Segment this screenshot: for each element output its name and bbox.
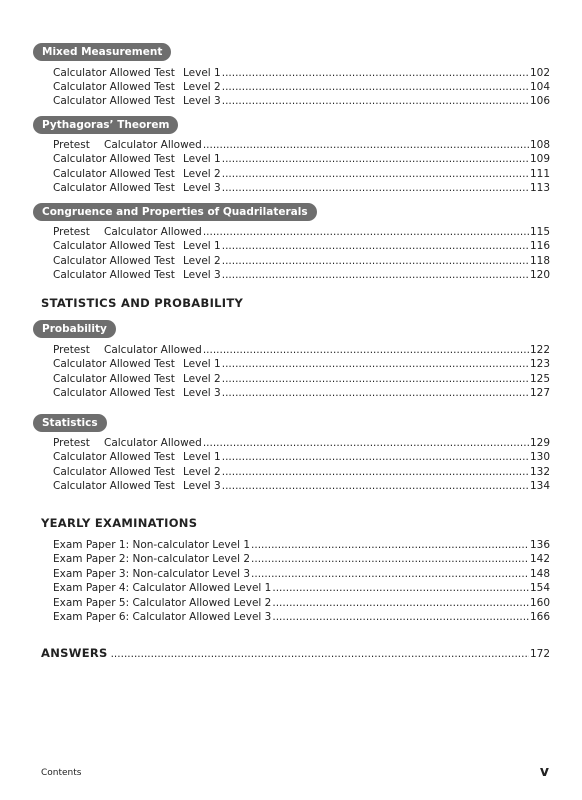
toc-row[interactable] — [53, 182, 550, 196]
toc-row-page: 120 — [529, 269, 550, 281]
dot-leader — [222, 387, 529, 399]
toc-row[interactable] — [53, 466, 550, 480]
exam-row-page: 166 — [529, 611, 550, 623]
toc-row-page: 123 — [529, 358, 550, 370]
dot-leader — [222, 373, 529, 385]
toc-row[interactable] — [53, 451, 550, 465]
toc-row-label: Calculator Allowed Test — [53, 67, 175, 79]
section-pill-pythagoras: Pythagoras’ Theorem — [33, 116, 178, 134]
dot-leader — [222, 182, 529, 194]
dot-leader — [222, 255, 529, 267]
exam-row-label: Exam Paper 2: Non-calculator Level 2 — [53, 553, 251, 565]
answers-row[interactable] — [41, 646, 550, 660]
toc-row-label: Calculator Allowed Test — [53, 182, 175, 194]
exam-row-label: Exam Paper 1: Non-calculator Level 1 — [53, 539, 251, 551]
toc-row-page: 130 — [529, 451, 550, 463]
dot-leader — [203, 437, 529, 449]
toc-row-label: Calculator Allowed Test — [53, 95, 175, 107]
exam-row[interactable] — [53, 568, 550, 582]
toc-row[interactable] — [53, 153, 550, 167]
exam-row[interactable] — [53, 597, 550, 611]
dot-leader — [203, 139, 529, 151]
exam-row-page: 142 — [529, 553, 550, 565]
toc-row-sublabel: Level 2 — [183, 81, 221, 93]
toc-row-page: 132 — [529, 466, 550, 478]
toc-row[interactable] — [53, 344, 550, 358]
toc-row-sublabel: Calculator Allowed — [104, 344, 202, 356]
toc-row[interactable] — [53, 480, 550, 494]
toc-row-page: 118 — [529, 255, 550, 267]
toc-row-sublabel: Level 1 — [183, 240, 221, 252]
exam-row[interactable] — [53, 582, 550, 596]
toc-row-label: Calculator Allowed Test — [53, 466, 175, 478]
toc-row-label: Calculator Allowed Test — [53, 255, 175, 267]
footer-section-label: Contents — [41, 768, 82, 778]
exam-row-page: 160 — [529, 597, 550, 609]
toc-row-page: 109 — [529, 153, 550, 165]
dot-leader — [251, 553, 529, 565]
section-pill-congruence: Congruence and Properties of Quadrilaterals — [33, 203, 317, 221]
toc-row[interactable] — [53, 358, 550, 372]
toc-row-sublabel: Level 3 — [183, 387, 221, 399]
toc-row-sublabel: Level 1 — [183, 153, 221, 165]
toc-row[interactable] — [53, 81, 550, 95]
dot-leader — [272, 582, 529, 594]
exam-row[interactable] — [53, 553, 550, 567]
dot-leader — [251, 568, 529, 580]
toc-row-label: Calculator Allowed Test — [53, 168, 175, 180]
toc-row[interactable] — [53, 168, 550, 182]
toc-row-sublabel: Calculator Allowed — [104, 139, 202, 151]
toc-row[interactable] — [53, 437, 550, 451]
toc-row-sublabel: Level 1 — [183, 451, 221, 463]
exam-row-label: Exam Paper 6: Calculator Allowed Level 3 — [53, 611, 272, 623]
toc-row-page: 125 — [529, 373, 550, 385]
toc-row[interactable] — [53, 387, 550, 401]
toc-row-label: Calculator Allowed Test — [53, 269, 175, 281]
toc-row-page: 134 — [529, 480, 550, 492]
exam-row-page: 136 — [529, 539, 550, 551]
toc-row[interactable] — [53, 95, 550, 109]
exam-row[interactable] — [53, 539, 550, 553]
toc-row-sublabel: Level 3 — [183, 269, 221, 281]
exam-row[interactable] — [53, 611, 550, 625]
exam-row-page: 154 — [529, 582, 550, 594]
dot-leader — [222, 240, 529, 252]
dot-leader — [203, 226, 529, 238]
toc-row-label: Calculator Allowed Test — [53, 480, 175, 492]
answers-page: 172 — [529, 648, 550, 660]
toc-row-page: 108 — [529, 139, 550, 151]
toc-row-label: Pretest — [53, 226, 90, 238]
heading-yearly-examinations: YEARLY EXAMINATIONS — [41, 516, 198, 530]
dot-leader — [111, 648, 529, 660]
toc-row-page: 106 — [529, 95, 550, 107]
toc-row-label: Calculator Allowed Test — [53, 240, 175, 252]
dot-leader — [203, 344, 529, 356]
toc-row-page: 116 — [529, 240, 550, 252]
toc-row[interactable] — [53, 226, 550, 240]
dot-leader — [222, 269, 529, 281]
toc-row-sublabel: Level 1 — [183, 67, 221, 79]
dot-leader — [222, 67, 529, 79]
toc-row-page: 115 — [529, 226, 550, 238]
dot-leader — [222, 480, 529, 492]
toc-row-sublabel: Level 3 — [183, 95, 221, 107]
section-pill-statistics: Statistics — [33, 414, 107, 432]
exam-row-page: 148 — [529, 568, 550, 580]
toc-row-label: Calculator Allowed Test — [53, 373, 175, 385]
dot-leader — [222, 451, 529, 463]
toc-row-page: 104 — [529, 81, 550, 93]
page-number: v — [539, 764, 549, 780]
toc-row-label: Calculator Allowed Test — [53, 81, 175, 93]
toc-row-sublabel: Calculator Allowed — [104, 226, 202, 238]
section-pill-mixed-measurement: Mixed Measurement — [33, 43, 171, 61]
toc-row-sublabel: Level 1 — [183, 358, 221, 370]
toc-row-page: 127 — [529, 387, 550, 399]
dot-leader — [251, 539, 529, 551]
dot-leader — [222, 153, 529, 165]
toc-row[interactable] — [53, 240, 550, 254]
exam-row-label: Exam Paper 5: Calculator Allowed Level 2 — [53, 597, 272, 609]
toc-row-sublabel: Level 2 — [183, 373, 221, 385]
heading-statistics-probability: STATISTICS AND PROBABILITY — [41, 296, 244, 310]
toc-row-label: Pretest — [53, 139, 90, 151]
dot-leader — [222, 168, 529, 180]
toc-row[interactable] — [53, 139, 550, 153]
toc-row-page: 129 — [529, 437, 550, 449]
toc-row-label: Pretest — [53, 437, 90, 449]
toc-row-sublabel: Level 2 — [183, 255, 221, 267]
toc-row[interactable] — [53, 269, 550, 283]
dot-leader — [222, 466, 529, 478]
dot-leader — [222, 358, 529, 370]
toc-row[interactable] — [53, 67, 550, 81]
toc-row-sublabel: Level 3 — [183, 182, 221, 194]
dot-leader — [222, 95, 529, 107]
toc-row[interactable] — [53, 373, 550, 387]
toc-row-sublabel: Calculator Allowed — [104, 437, 202, 449]
toc-row-sublabel: Level 2 — [183, 466, 221, 478]
toc-row-page: 111 — [529, 168, 550, 180]
toc-row[interactable] — [53, 255, 550, 269]
exam-row-label: Exam Paper 3: Non-calculator Level 3 — [53, 568, 251, 580]
toc-row-label: Calculator Allowed Test — [53, 358, 175, 370]
answers-label: ANSWERS — [41, 646, 108, 660]
dot-leader — [272, 611, 529, 623]
section-pill-probability: Probability — [33, 320, 116, 338]
toc-row-page: 122 — [529, 344, 550, 356]
toc-row-label: Pretest — [53, 344, 90, 356]
dot-leader — [272, 597, 529, 609]
toc-row-page: 113 — [529, 182, 550, 194]
exam-row-label: Exam Paper 4: Calculator Allowed Level 1 — [53, 582, 272, 594]
toc-row-label: Calculator Allowed Test — [53, 451, 175, 463]
toc-row-page: 102 — [529, 67, 550, 79]
dot-leader — [222, 81, 529, 93]
toc-row-sublabel: Level 3 — [183, 480, 221, 492]
toc-row-sublabel: Level 2 — [183, 168, 221, 180]
toc-row-label: Calculator Allowed Test — [53, 153, 175, 165]
toc-row-label: Calculator Allowed Test — [53, 387, 175, 399]
